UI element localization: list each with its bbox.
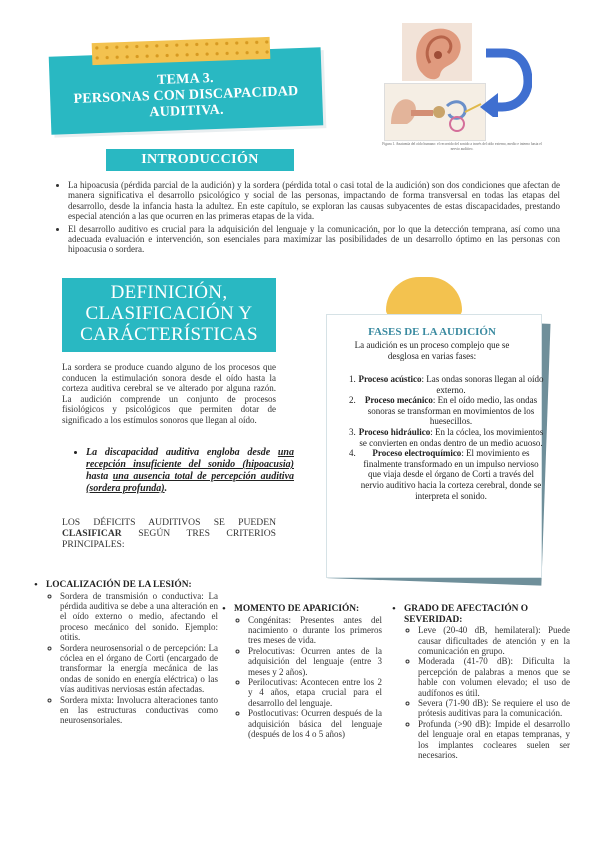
title-line-3: AUDITIVA.: [149, 102, 224, 121]
phase-text: : En el oído medio, las ondas sonoras se transforman en movimientos de los huesecillos.: [367, 395, 538, 427]
moment-item: ◦ Prelocutivas: Ocurren antes de la adquisición del lenguaje (entre 3 meses y 2 años).: [248, 646, 382, 677]
criteria-keyword: CLASIFICAR: [62, 528, 122, 539]
degree-heading: • GRADO DE AFECTACIÓN O SEVERIDAD:: [404, 604, 529, 625]
location-column: [34, 580, 218, 726]
phase-text: : El movimiento es finalmente transformado en un impulso nervioso que viaja desde el órgano de Corti a través del nervio auditivo hacia la corteza cerebral, donde se interpreta el sonido.: [360, 448, 542, 501]
title-line-2: PERSONAS CON DISCAPACIDAD: [73, 84, 299, 107]
moment-group-item: [222, 604, 382, 739]
moment-item: ◦ Perilocutivas: Acontecen entre los 2 y 4 años, etapa crucial para el desarrollo del lenguaje.: [248, 677, 382, 708]
degree-group: [392, 604, 570, 760]
location-item: ◦ Sordera neurosensorial o de percepción: La cóclea en el órgano de Corti (encargado de transformar la energía mecánica de las ondas de sonido en energía eléctrica) o las vías auditivas nerviosas están afectadas.: [60, 643, 218, 695]
ear-anatomy-image: [384, 83, 486, 141]
criteria-intro: [62, 517, 276, 550]
highlight-underlined-2: una ausencia total de percepción auditiva (sordera profunda): [86, 471, 295, 494]
degree-item: ◦ Leve (20-40 dB, hemilateral): Puede causar dificultades de atención y en la comunicación en grupo.: [418, 625, 570, 656]
definition-heading: [62, 282, 276, 345]
phase-item: [358, 374, 544, 395]
intro-bullet: • La hipoacusia (pérdida parcial de la audición) y la sordera (pérdida total o casi total de la audición) son dos condiciones que afectan de manera significativa el desarrollo psicológico y social de las personas, impactando de forma transversal en todas las etapas del desarrollo, desde la infancia hasta la adultez. En este capítulo, se exploran las causas subyacentes de estas discapacidades, prestando especial atención a las que ocurren en las primeras etapas de la vida.: [68, 180, 560, 222]
intro-list: [52, 180, 560, 257]
moment-heading: • MOMENTO DE APARICIÓN:: [234, 604, 360, 614]
phase-text: : En la cóclea, los movimientos se convierten en ondas dentro de un medio acuoso.: [359, 426, 544, 448]
phase-name: Proceso electroquímico: [372, 448, 462, 459]
image-caption: Figura 1. Anatomía del oído humano: el recorrido del sonido a través del oído externo, medio e interno hasta el nervio auditivo.: [382, 142, 542, 151]
definition-paragraph: La sordera se produce cuando alguno de los procesos que conducen la estimulación sonora desde el oído hasta la corteza auditiva cerebral se ve alterado por alguna razón. La audición comprende un conjunto de procesos fisiológicos y psicológicos que permiten dotar de significado a los estímulos sonoros que llegan al oído.: [62, 362, 276, 425]
location-list: [46, 591, 218, 726]
highlight-text-a: La discapacidad auditiva engloba desde: [86, 447, 278, 458]
definition-heading-line-1: DEFINICIÓN,: [110, 282, 228, 303]
location-item: ◦ Sordera de transmisión o conductiva: La pérdida auditiva se debe a una alteración en el oído externo o medio, afectando el proceso mecánico del sonido. Ejemplo: otitis.: [60, 591, 218, 643]
ear-image: [402, 23, 472, 81]
highlight-text-b: hasta: [86, 471, 113, 482]
phase-item: [358, 448, 544, 501]
definition-highlight-item: [86, 447, 294, 495]
criteria-text-c: SEGÚN TRES CRITERIOS PRINCIPALES:: [62, 528, 276, 550]
phases-intro: La audición es un proceso complejo que se desglosa en varias fases:: [354, 340, 510, 361]
degree-column: [392, 604, 570, 760]
intro-heading: INTRODUCCIÓN: [141, 152, 259, 167]
moment-list: [234, 615, 382, 740]
moment-group: [222, 604, 382, 739]
degree-group-item: [392, 604, 570, 760]
degree-item: ◦ Profunda (>90 dB): Impide el desarrollo del lenguaje oral en etapas tempranas, y los implantes cocleares suelen ser necesarios.: [418, 719, 570, 761]
phases-title: FASES DE LA AUDICIÓN: [368, 326, 496, 338]
intro-bullet: • El desarrollo auditivo es crucial para la adquisición del lenguaje y la comunicación, por lo que la detección temprana, así como una adecuada evaluación e intervención, son esenciales para maximizar las posibilidades de un desarrollo óptimo en las personas con hipoacusia o sordera.: [68, 224, 560, 255]
highlight-underlined-1: una recepción insuficiente del sonido (hipoacusia): [86, 447, 294, 470]
degree-item: ◦ Moderada (41-70 dB): Dificulta la percepción de palabras a menos que se hable con volumen elevado; el uso de audífonos es útil.: [418, 656, 570, 698]
highlight-text-c: .: [164, 483, 168, 494]
phases-list: [340, 374, 544, 501]
phase-text: : Las ondas sonoras llegan al oído externo.: [421, 374, 544, 395]
page-title: [49, 67, 323, 124]
degree-item: ◦ Severa (71-90 dB): Se requiere el uso de prótesis auditivas para la comunicación.: [418, 698, 570, 719]
definition-highlight: [70, 447, 294, 495]
phase-name: Proceso acústico: [358, 374, 422, 384]
phase-item: [358, 395, 544, 427]
moment-item: ◦ Congénitas: Presentes antes del nacimiento o durante los primeros tres meses de vida.: [248, 615, 382, 646]
phase-name: Proceso mecánico: [364, 395, 433, 406]
definition-heading-line-2: CLASIFICACIÓN Y: [85, 303, 253, 324]
criteria-text-a: LOS DÉFICITS AUDITIVOS SE PUEDEN: [62, 517, 276, 528]
degree-list: [404, 625, 570, 760]
location-heading: • LOCALIZACIÓN DE LA LESIÓN:: [46, 580, 192, 590]
curved-arrow-icon: [476, 45, 532, 117]
moment-item: ◦ Postlocutivas: Ocurren después de la adquisición básica del lenguaje (después de los 4 o 5 años): [248, 708, 382, 739]
cloud-decoration: [386, 277, 462, 317]
phase-item: [358, 427, 544, 448]
phase-name: Proceso hidráulico: [358, 426, 431, 437]
moment-column: [222, 604, 382, 739]
definition-heading-line-3: CARÁCTERÍSTICAS: [80, 324, 258, 345]
location-group: [34, 580, 218, 726]
title-line-1: TEMA 3.: [156, 71, 214, 88]
location-group-item: [34, 580, 218, 726]
location-item: ◦ Sordera mixta: Involucra alteraciones tanto en las estructuras conductivas como neurosensoriales.: [60, 695, 218, 726]
